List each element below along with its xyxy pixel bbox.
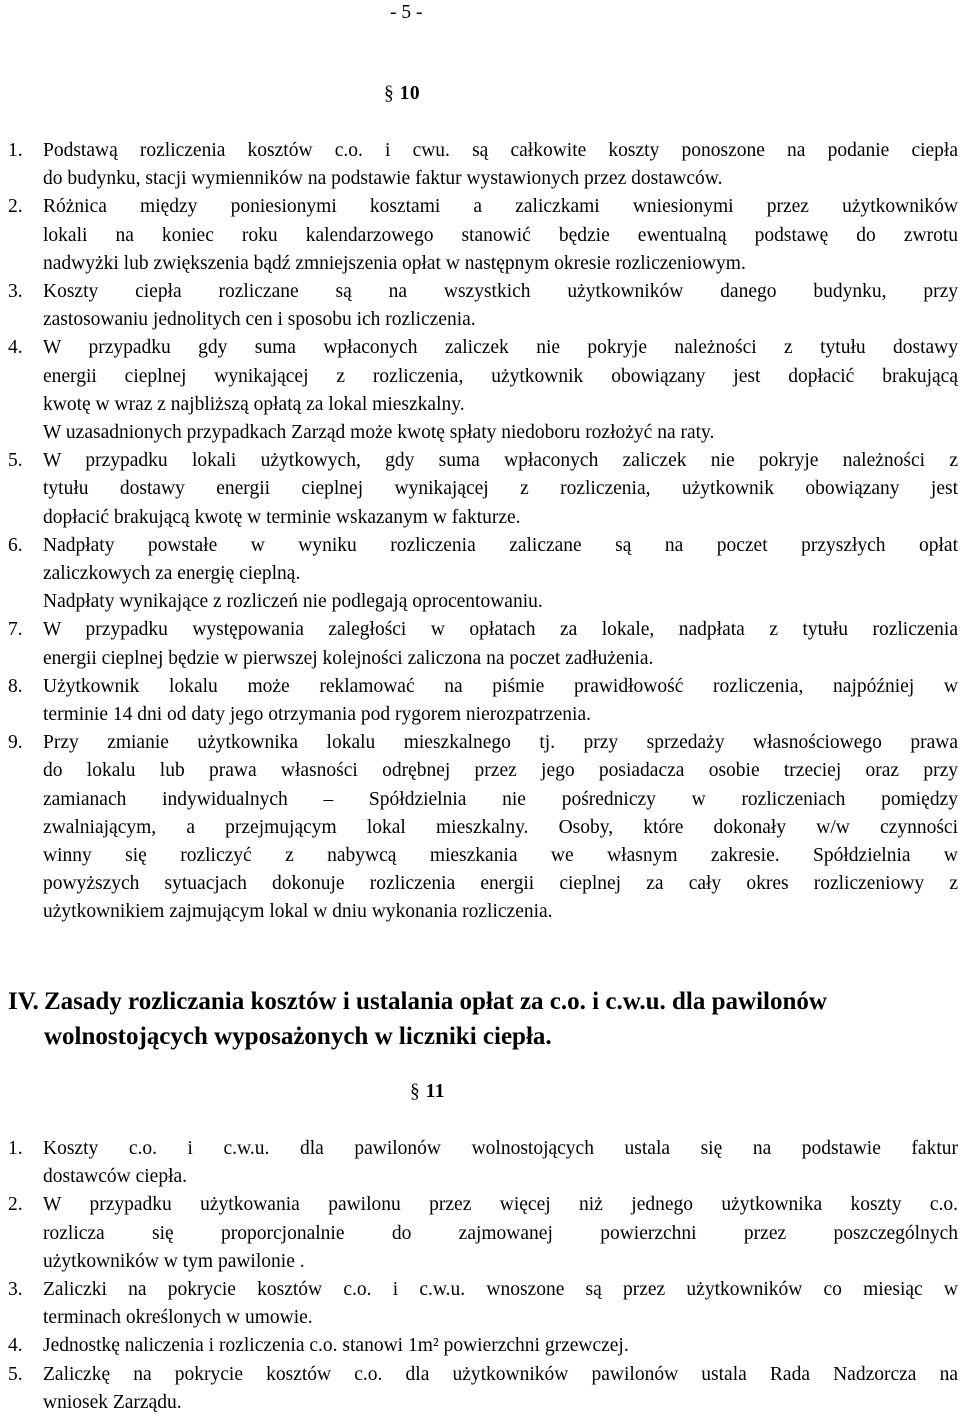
item-text-line: Różnica między poniesionymi kosztami a zaliczkami wniesionymi przez użytkowników [43,196,958,218]
list-item [0,1191,958,1276]
item-text-line: Przy zmianie użytkownika lokalu mieszkalnego tj. przy sprzedaży własnościowego prawa [43,732,958,754]
item-text-line: do lokalu lub prawa własności odrębnej przez jego posiadacza osobie trzeciej oraz przy [43,760,958,782]
item-text-line: zastosowaniu jednolitych cen i sposobu ich rozliczenia. [43,309,476,331]
item-text-line: rozlicza się proporcjonalnie do zajmowanej powierzchni przez poszczególnych [43,1222,958,1244]
item-number: 8. [8,675,23,697]
item-text-line: użytkowników w tym pawilonie . [43,1250,305,1272]
paragraph-number: 10 [399,83,421,104]
item-number: 7. [8,619,23,641]
paragraph-symbol: § [410,1081,421,1102]
list-item [0,447,958,532]
item-number: 3. [8,281,23,303]
item-text-line: Podstawą rozliczenia kosztów c.o. i cwu. są całkowite koszty ponoszone na podanie ciepła [43,140,958,161]
item-number: 9. [8,732,23,754]
item-text-line: W przypadku lokali użytkowych, gdy suma wpłaconych zaliczek nie pokryje należności z [43,450,958,472]
item-text-line: energii cieplnej wynikającej z rozliczenia, użytkownik obowiązany jest dopłacić brakującą [43,365,958,387]
item-text-line: Jednostkę naliczenia i rozliczenia c.o. stanowi 1m² powierzchni grzewczej. [43,1335,629,1357]
list-item [0,532,958,617]
paragraph-11-list [0,1135,958,1417]
item-number: 3. [8,1279,23,1301]
paragraph-number: 11 [425,1081,446,1102]
item-number: 4. [8,337,23,359]
list-item [0,1276,958,1332]
item-text-line: Użytkownik lokalu może reklamować na piśmie prawidłowość rozliczenia, najpóźniej w [43,675,958,697]
list-item [0,1332,958,1360]
item-number: 1. [8,1138,23,1159]
item-text-line: wniosek Zarządu. [43,1391,182,1413]
paragraph-symbol: § [384,83,395,104]
item-text-line: terminie 14 dni od daty jego otrzymania pod rygorem nierozpatrzenia. [43,704,591,726]
paragraph-10-heading [384,83,420,105]
item-text-line: zwalniającym, a przejmującym lokal mieszkalny. Osoby, które dokonały w/w czynności [43,816,958,838]
item-text-line: nadwyżki lub zwiększenia bądź zmniejszenia opłat w następnym okresie rozliczeniowym. [43,252,746,274]
item-text-line: do budynku, stacji wymienników na podstawie faktur wystawionych przez dostawców. [43,168,723,190]
list-item [0,729,958,926]
section-title-line-2: wolnostojących wyposażonych w liczniki ciepła. [44,1023,552,1050]
item-text-line: tytułu dostawy energii cieplnej wynikającej z rozliczenia, użytkownik obowiązany jest [43,478,958,500]
item-number: 4. [8,1335,23,1357]
item-number: 6. [8,534,23,556]
item-text-line: Zaliczki na pokrycie kosztów c.o. i c.w.u. wnoszone są przez użytkowników co miesiąc w [43,1279,958,1301]
item-text-line: użytkownikiem zajmującym lokal w dniu wykonania rozliczenia. [43,901,553,923]
page-number: - 5 - [390,2,423,23]
list-item [0,616,958,672]
item-number: 2. [8,1194,23,1216]
list-item [0,137,958,193]
item-text-line: kwotę w wraz z najbliższą opłatą za lokal mieszkalny. [43,393,465,415]
item-text-line: W przypadku gdy suma wpłaconych zaliczek nie pokryje należności z tytułu dostawy [43,337,958,359]
item-text-line: Nadpłaty powstałe w wyniku rozliczenia zaliczane są na poczet przyszłych opłat [43,534,958,556]
section-iv-heading [8,984,958,1054]
item-text-line: powyższych sytuacjach dokonuje rozliczenia energii cieplnej za cały okres rozliczeniowy z [43,873,958,895]
item-text-line: dopłacić brakującą kwotę w terminie wskazanym w fakturze. [43,506,521,528]
list-item [0,334,958,447]
item-text-line: Koszty c.o. i c.w.u. dla pawilonów wolnostojących ustala się na podstawie faktur [43,1138,958,1159]
item-text-line: Nadpłaty wynikające z rozliczeń nie podlegają oprocentowaniu. [43,591,543,613]
item-text-line: W uzasadnionych przypadkach Zarząd może kwotę spłaty niedoboru rozłożyć na raty. [43,422,715,444]
item-text-line: Koszty ciepła rozliczane są na wszystkich użytkowników danego budynku, przy [43,281,958,303]
list-item [0,673,958,729]
list-item [0,1361,958,1417]
item-text-line: energii cieplnej będzie w pierwszej kolejności zaliczona na poczet zadłużenia. [43,647,654,669]
item-text-line: terminach określonych w umowie. [43,1307,313,1329]
item-number: 5. [8,450,23,472]
paragraph-11-heading [410,1081,445,1103]
item-number: 5. [8,1363,23,1385]
item-text-line: zamianach indywidualnych – Spółdzielnia nie pośredniczy w rozliczeniach pomiędzy [43,788,958,810]
list-item [0,1135,958,1191]
paragraph-10-list [0,137,958,927]
list-item [0,278,958,334]
item-text-line: dostawców ciepła. [43,1166,188,1188]
item-number: 1. [8,140,23,161]
item-text-line: Zaliczkę na pokrycie kosztów c.o. dla użytkowników pawilonów ustala Rada Nadzorcza na [43,1363,958,1385]
item-text-line: zaliczkowych za energię cieplną. [43,563,301,585]
item-text-line: winny się rozliczyć z nabywcą mieszkania we własnym zakresie. Spółdzielnia w [43,845,958,867]
section-number: IV. [8,988,39,1015]
item-text-line: W przypadku użytkowania pawilonu przez więcej niż jednego użytkownika koszty c.o. [43,1194,958,1216]
section-title-line-1: Zasady rozliczania kosztów i ustalania opłat za c.o. i c.w.u. dla pawilonów [44,988,827,1015]
item-text-line: W przypadku występowania zaległości w opłatach za lokale, nadpłata z tytułu rozliczenia [43,619,958,641]
item-text-line: lokali na koniec roku kalendarzowego stanowić będzie ewentualną podstawę do zwrotu [43,224,958,246]
item-number: 2. [8,196,23,218]
list-item [0,193,958,278]
